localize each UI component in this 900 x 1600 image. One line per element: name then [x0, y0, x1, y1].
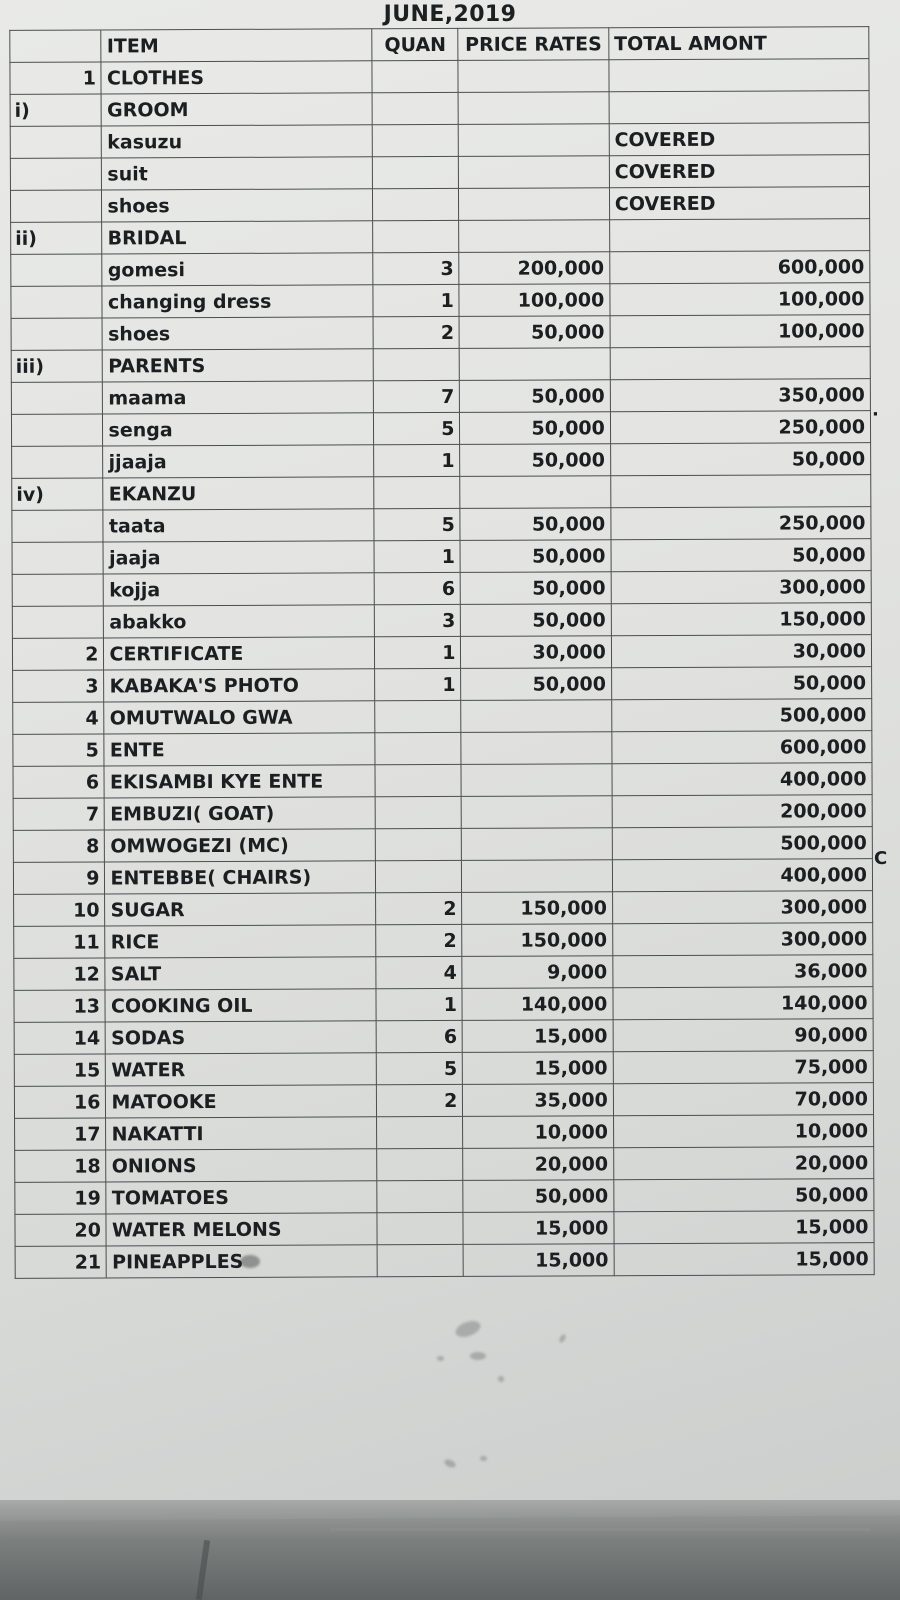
cell-price-rate: 15,000: [463, 1212, 614, 1245]
cell-item: kojja: [104, 573, 375, 606]
cell-index: [11, 414, 103, 446]
cell-total-amount: 350,000: [610, 379, 870, 412]
cell-quantity: 4: [376, 956, 462, 988]
cell-index: 12: [14, 958, 106, 990]
cell-item: CERTIFICATE: [104, 637, 375, 670]
table-row: [14, 1083, 873, 1119]
cell-price-rate: 9,000: [462, 956, 613, 989]
cell-quantity: 5: [377, 1052, 463, 1084]
cell-item: CLOTHES: [101, 61, 372, 94]
cell-item: ENTE: [104, 733, 375, 766]
cell-total-amount: [609, 91, 869, 124]
cell-index: 15: [14, 1054, 106, 1086]
cell-price-rate: [459, 220, 610, 253]
table-row: [12, 507, 871, 543]
table-row: [10, 91, 869, 127]
cell-total-amount: 90,000: [613, 1019, 873, 1052]
cell-price-rate: 50,000: [460, 444, 611, 477]
cell-total-amount: 10,000: [613, 1115, 873, 1148]
cell-quantity: 2: [373, 316, 459, 348]
cell-total-amount: 36,000: [613, 955, 873, 988]
cell-price-rate: 50,000: [460, 508, 611, 541]
cell-total-amount: 600,000: [610, 251, 870, 284]
cell-total-amount: 150,000: [611, 603, 871, 636]
cell-quantity: 1: [375, 668, 461, 700]
table-row: [14, 923, 873, 959]
cell-total-amount: 500,000: [612, 699, 872, 732]
cell-total-amount: [610, 347, 870, 380]
cell-total-amount: 70,000: [613, 1083, 873, 1116]
cell-index: 10: [14, 894, 106, 926]
cell-item: ENTEBBE( CHAIRS): [105, 861, 376, 894]
cell-total-amount: 250,000: [611, 507, 871, 540]
cell-item: PINEAPPLES: [107, 1245, 378, 1278]
table-row: [13, 763, 872, 799]
cell-quantity: 2: [376, 892, 462, 924]
table-row: [15, 1211, 874, 1247]
cell-quantity: 1: [374, 540, 460, 572]
cell-quantity: 1: [373, 284, 459, 316]
cell-item: GROOM: [102, 93, 373, 126]
cell-total-amount: 50,000: [614, 1179, 874, 1212]
cell-quantity: 3: [375, 604, 461, 636]
cell-price-rate: 140,000: [462, 988, 613, 1021]
column-header-price-rates: PRICE RATES: [458, 28, 609, 61]
cell-total-amount: [609, 219, 869, 252]
table-row: [11, 219, 870, 255]
cell-total-amount: 400,000: [612, 763, 872, 796]
cell-total-amount: COVERED: [609, 123, 869, 156]
background-shadow: [0, 1500, 900, 1600]
cell-item: gomesi: [102, 253, 373, 286]
cell-quantity: [372, 60, 458, 92]
cell-quantity: [372, 92, 458, 124]
cell-price-rate: [462, 828, 613, 861]
cell-quantity: [375, 764, 461, 796]
cell-price-rate: 30,000: [461, 636, 612, 669]
cell-total-amount: 200,000: [612, 795, 872, 828]
cell-item: EMBUZI( GOAT): [105, 797, 376, 830]
cell-item: OMWOGEZI (MC): [105, 829, 376, 862]
cell-item: SUGAR: [105, 893, 376, 926]
cell-price-rate: [459, 124, 610, 157]
table-row: [13, 859, 872, 895]
cell-index: 19: [15, 1182, 107, 1214]
cell-quantity: 6: [376, 1020, 462, 1052]
cell-item: EKISAMBI KYE ENTE: [104, 765, 375, 798]
cell-price-rate: 150,000: [462, 892, 613, 925]
cell-quantity: [376, 828, 462, 860]
cell-quantity: [374, 348, 460, 380]
cell-price-rate: 200,000: [459, 252, 610, 285]
cell-quantity: [373, 156, 459, 188]
cell-index: iii): [11, 350, 103, 382]
table-row: [10, 155, 869, 191]
table-row: [13, 795, 872, 831]
cell-item: SALT: [105, 957, 376, 990]
cell-quantity: [374, 476, 460, 508]
cell-total-amount: 100,000: [610, 283, 870, 316]
edge-annotation: ·: [872, 404, 879, 425]
cell-index: 7: [13, 798, 105, 830]
cell-index: 21: [15, 1246, 107, 1278]
table-row: [15, 1115, 874, 1151]
cell-total-amount: 500,000: [612, 827, 872, 860]
cell-index: 3: [13, 670, 105, 702]
cell-index: [12, 574, 104, 606]
floor-edge: [330, 1528, 870, 1531]
table-row: [11, 379, 870, 415]
cell-quantity: 1: [375, 636, 461, 668]
cell-item: suit: [102, 157, 373, 190]
cell-index: [10, 126, 102, 158]
cell-item: PARENTS: [103, 349, 374, 382]
cell-price-rate: [462, 860, 613, 893]
cell-price-rate: 50,000: [461, 668, 612, 701]
table-body: [10, 27, 874, 1279]
column-header-item: ITEM: [101, 29, 372, 62]
table-row: [10, 59, 869, 95]
ink-smudge: [480, 1456, 487, 1461]
cell-item: MATOOKE: [106, 1085, 377, 1118]
cell-index: [11, 382, 103, 414]
cell-price-rate: [458, 92, 609, 125]
cell-index: 14: [14, 1022, 106, 1054]
cell-price-rate: [458, 60, 609, 93]
cell-total-amount: 50,000: [611, 667, 871, 700]
ink-smudge: [437, 1356, 444, 1361]
cell-total-amount: [611, 475, 871, 508]
cell-item: changing dress: [102, 285, 373, 318]
cell-index: 5: [13, 734, 105, 766]
cell-total-amount: 100,000: [610, 315, 870, 348]
cell-index: 20: [15, 1214, 107, 1246]
cell-item: COOKING OIL: [105, 989, 376, 1022]
table-row: [14, 1019, 873, 1055]
cell-quantity: [373, 220, 459, 252]
cell-index: 8: [13, 830, 105, 862]
cell-quantity: 1: [374, 444, 460, 476]
cell-total-amount: 600,000: [612, 731, 872, 764]
cell-index: 9: [13, 862, 105, 894]
cell-price-rate: 10,000: [463, 1116, 614, 1149]
cell-price-rate: [461, 700, 612, 733]
cell-quantity: [373, 188, 459, 220]
cell-price-rate: [460, 476, 611, 509]
cell-price-rate: [461, 732, 612, 765]
cell-price-rate: [460, 348, 611, 381]
table-row: [12, 603, 871, 639]
cell-item: ONIONS: [106, 1149, 377, 1182]
cell-index: [12, 510, 104, 542]
cell-index: i): [10, 94, 102, 126]
cell-index: ii): [11, 222, 103, 254]
cell-quantity: 5: [374, 508, 460, 540]
cell-item: NAKATTI: [106, 1117, 377, 1150]
cell-item: shoes: [102, 189, 373, 222]
cell-item: KABAKA'S PHOTO: [104, 669, 375, 702]
ink-smudge: [498, 1376, 504, 1382]
cell-total-amount: 140,000: [613, 987, 873, 1020]
budget-table: [9, 26, 874, 1279]
cell-price-rate: [459, 188, 610, 221]
cell-total-amount: 20,000: [613, 1147, 873, 1180]
table-row: [13, 667, 872, 703]
cell-total-amount: 300,000: [612, 923, 872, 956]
cell-total-amount: 50,000: [611, 539, 871, 572]
table-row: [12, 475, 871, 511]
cell-price-rate: 50,000: [459, 316, 610, 349]
cell-item: OMUTWALO GWA: [104, 701, 375, 734]
cell-price-rate: 20,000: [463, 1148, 614, 1181]
cell-total-amount: 15,000: [614, 1211, 874, 1244]
cell-index: 17: [15, 1118, 107, 1150]
cell-item: kasuzu: [102, 125, 373, 158]
column-header-quantity: QUAN: [372, 28, 458, 60]
cell-item: senga: [103, 413, 374, 446]
cell-total-amount: COVERED: [609, 187, 869, 220]
cell-price-rate: [461, 764, 612, 797]
cell-index: 18: [15, 1150, 107, 1182]
cell-index: 16: [14, 1086, 106, 1118]
cell-price-rate: 100,000: [459, 284, 610, 317]
table-row: [11, 347, 870, 383]
cell-quantity: [377, 1244, 463, 1276]
cell-item: abakko: [104, 605, 375, 638]
table-row: [12, 635, 871, 671]
cell-total-amount: [609, 59, 869, 92]
cell-price-rate: 50,000: [461, 604, 612, 637]
cell-total-amount: 15,000: [614, 1243, 874, 1276]
cell-item: BRIDAL: [102, 221, 373, 254]
cell-item: taata: [103, 509, 374, 542]
cell-quantity: 2: [377, 1084, 463, 1116]
cell-price-rate: 50,000: [460, 412, 611, 445]
cell-price-rate: 50,000: [460, 380, 611, 413]
cell-index: 13: [14, 990, 106, 1022]
table-row: [15, 1243, 874, 1279]
cell-item: EKANZU: [103, 477, 374, 510]
cell-price-rate: 150,000: [462, 924, 613, 957]
cell-quantity: [375, 796, 461, 828]
table-row: [13, 731, 872, 767]
cell-index: [11, 318, 103, 350]
cell-quantity: [373, 124, 459, 156]
cell-price-rate: 15,000: [463, 1020, 614, 1053]
table-row: [12, 571, 871, 607]
edge-annotation: C: [874, 848, 888, 869]
cell-index: [10, 158, 102, 190]
cell-quantity: 5: [374, 412, 460, 444]
cell-quantity: 3: [373, 252, 459, 284]
cell-index: [12, 446, 104, 478]
cell-quantity: 7: [374, 380, 460, 412]
cell-index: [10, 190, 102, 222]
table-row: [12, 443, 871, 479]
table-row: [13, 699, 872, 735]
cell-quantity: 6: [374, 572, 460, 604]
cell-item: jaaja: [103, 541, 374, 574]
cell-price-rate: 15,000: [464, 1244, 615, 1277]
cell-index: 1: [10, 62, 102, 94]
table-row: [14, 987, 873, 1023]
cell-price-rate: [459, 156, 610, 189]
cell-item: TOMATOES: [106, 1181, 377, 1214]
cell-price-rate: 15,000: [463, 1052, 614, 1085]
table-row: [11, 411, 870, 447]
document-title: JUNE,2019: [383, 2, 517, 27]
cell-item: jjaaja: [103, 445, 374, 478]
cell-quantity: [375, 700, 461, 732]
table-row: [11, 251, 870, 287]
table-row: [11, 283, 870, 319]
cell-item: SODAS: [106, 1021, 377, 1054]
cell-price-rate: [462, 796, 613, 829]
table-row: [14, 891, 873, 927]
cell-item: RICE: [105, 925, 376, 958]
cell-index: 6: [13, 766, 105, 798]
cell-quantity: [375, 732, 461, 764]
cell-total-amount: 30,000: [611, 635, 871, 668]
cell-total-amount: 300,000: [611, 571, 871, 604]
column-header-total-amount: TOTAL AMONT: [609, 27, 869, 60]
cell-price-rate: 50,000: [463, 1180, 614, 1213]
cell-total-amount: 50,000: [610, 443, 870, 476]
cell-quantity: [377, 1148, 463, 1180]
cell-quantity: [377, 1180, 463, 1212]
table-row: [15, 1147, 874, 1183]
cell-price-rate: 35,000: [463, 1084, 614, 1117]
table-row: [10, 187, 869, 223]
cell-item: WATER: [106, 1053, 377, 1086]
cell-total-amount: COVERED: [609, 155, 869, 188]
cell-price-rate: 50,000: [460, 540, 611, 573]
cell-quantity: [377, 1212, 463, 1244]
table-row: [11, 315, 870, 351]
table-row: [14, 955, 873, 991]
cell-quantity: [376, 860, 462, 892]
cell-index: [12, 606, 104, 638]
cell-item: maama: [103, 381, 374, 414]
ink-smudge: [470, 1352, 486, 1360]
table-row: [14, 1051, 873, 1087]
cell-price-rate: 50,000: [461, 572, 612, 605]
cell-quantity: 1: [376, 988, 462, 1020]
table-row: [13, 827, 872, 863]
cell-total-amount: 250,000: [610, 411, 870, 444]
table-header-row: [10, 27, 869, 63]
table-row: [10, 123, 869, 159]
table-row: [15, 1179, 874, 1215]
cell-quantity: [377, 1116, 463, 1148]
cell-index: 2: [12, 638, 104, 670]
cell-index: iv): [12, 478, 104, 510]
cell-index: [11, 286, 103, 318]
cell-total-amount: 75,000: [613, 1051, 873, 1084]
cell-total-amount: 400,000: [612, 859, 872, 892]
table-row: [12, 539, 871, 575]
cell-item: shoes: [103, 317, 374, 350]
column-header-index: [10, 30, 102, 62]
cell-index: 11: [14, 926, 106, 958]
cell-index: 4: [13, 702, 105, 734]
cell-total-amount: 300,000: [612, 891, 872, 924]
cell-index: [12, 542, 104, 574]
cell-index: [11, 254, 103, 286]
cell-quantity: 2: [376, 924, 462, 956]
cell-item: WATER MELONS: [106, 1213, 377, 1246]
